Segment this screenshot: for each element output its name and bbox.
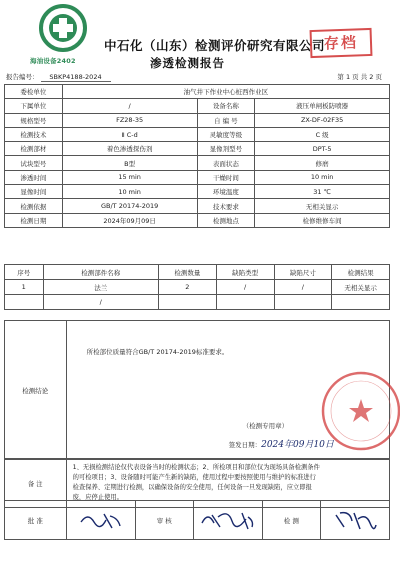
table-row [5,99,390,113]
notes-line: 废，应停止使用。 [72,494,123,501]
table-cell: / [43,295,159,310]
report-number [6,72,111,82]
table-cell: 无相关显示 [332,280,390,295]
cell-label: 检测地点 [197,213,255,227]
cell-value: 10 min [62,185,197,199]
review-label: 审 核 [135,501,193,540]
cell-label: 技术要求 [197,199,255,213]
cell-value: 10 min [255,170,390,184]
cell-value: 2024年09月09日 [62,213,197,227]
column-header: 检测结果 [332,265,390,280]
page-info: 第 1 页 共 2 页 [337,73,382,81]
table-cell: 1 [5,280,44,295]
cell-value: FZ28-35 [62,113,197,127]
cell-label: 检测部材 [5,142,63,156]
cell-label: 自 编 号 [197,113,255,127]
special-seal-label: （检测专用章） [242,422,289,430]
conclusion-cell [66,321,389,460]
table-cell: / [216,280,274,295]
cell-value: 修磨 [255,156,390,170]
table-cell [5,295,44,310]
cell-value: 无相关显示 [255,199,390,213]
approve-label: 批 准 [5,501,67,540]
column-header: 缺陷类型 [216,265,274,280]
info-table [4,84,390,228]
cell-value: 31 ℃ [255,185,390,199]
conclusion-text: 所检部位质量符合GB/T 20174-2019标准要求。 [86,348,229,356]
table-row [5,113,390,127]
notes-label: 备 注 [5,459,67,508]
cell-value: 着色渗透探伤剂 [62,142,197,156]
cell-label: 检测技术 [5,127,63,141]
notes-line: 1、无损检测结论仅代表设备当时的检测状态；2、所检项目和部位仅为现场具备检测条件 [72,464,320,471]
items-header-row [5,265,390,280]
column-header: 检测部件名称 [43,265,159,280]
cell-label: 灵敏度等级 [197,127,255,141]
table-row [5,170,390,184]
table-row [5,213,390,227]
issue-date [229,437,334,450]
cell-value: 15 min [62,170,197,184]
issue-date-label: 签发日期： [228,441,262,449]
table-row [5,280,390,295]
table-row [5,142,390,156]
cell-label: 检测日期 [5,213,63,227]
conclusion-table [4,320,390,460]
signature-icon [330,507,380,533]
report-number-label: 报告编号： [6,73,39,81]
table-row [5,295,390,310]
cell-value: 检修维修车间 [255,213,390,227]
table-row [5,185,390,199]
archive-stamp: 存档 [310,28,373,58]
cell-value: 油气井下作业中心桩西作业区 [62,85,389,99]
cell-value: GB/T 20174-2019 [62,199,197,213]
report-number-value: SBKP4188-2024 [41,73,111,82]
table-cell [216,295,274,310]
table-cell: / [274,280,332,295]
approver-signature [66,501,135,540]
cell-label: 试块型号 [5,156,63,170]
logo-caption: 海油设备2402 [30,57,76,65]
issue-date-value: 2024年09月10日 [261,440,334,450]
cell-value: 液压单闸板防喷器 [255,99,390,113]
company-logo-icon [33,4,93,56]
cell-value: ZX-DF-02F35 [255,113,390,127]
column-header: 序号 [5,265,44,280]
cell-label: 干燥时间 [197,170,255,184]
conclusion-label: 检测结论 [5,321,67,460]
table-cell: 法兰 [43,280,159,295]
cell-label: 规格型号 [5,113,63,127]
cell-label: 委检单位 [5,85,63,99]
column-header: 检测数量 [159,265,217,280]
cell-value: B型 [62,156,197,170]
cell-value: C 级 [255,127,390,141]
table-row [5,199,390,213]
cell-label: 显像剂型号 [197,142,255,156]
cell-value: Ⅱ C-d [62,127,197,141]
company-name: 中石化（山东）检测评价研究有限公司 [104,38,326,53]
notes-line: 检查保养、定期进行检测，以确保设备的安全使用，任何设备一旦发现缺陷，应立即报 [72,484,312,491]
cell-label: 显像时间 [5,185,63,199]
notes-line: 的可检项目；3、设备随时可能产生新的缺陷，使用过程中要按照使用与维护的标准进行 [72,474,316,481]
inspector-signature [320,501,389,540]
cell-value: DPT-5 [255,142,390,156]
cell-value: / [62,99,197,113]
table-row [5,85,390,99]
table-row [5,156,390,170]
cell-label: 检测依据 [5,199,63,213]
items-table [4,264,390,310]
table-cell: 2 [159,280,217,295]
table-cell [332,295,390,310]
report-title: 渗透检测报告 [150,56,225,70]
table-cell [274,295,332,310]
signature-table [4,500,390,540]
table-cell [159,295,217,310]
reviewer-signature [193,501,262,540]
signature-icon [198,507,258,533]
cell-label: 渗透时间 [5,170,63,184]
table-row [5,127,390,141]
cell-label: 设备名称 [197,99,255,113]
inspect-label: 检 测 [262,501,320,540]
signature-icon [76,508,126,532]
column-header: 缺陷尺寸 [274,265,332,280]
cell-label: 环境温度 [197,185,255,199]
cell-label: 表面状态 [197,156,255,170]
cell-label: 下属单位 [5,99,63,113]
